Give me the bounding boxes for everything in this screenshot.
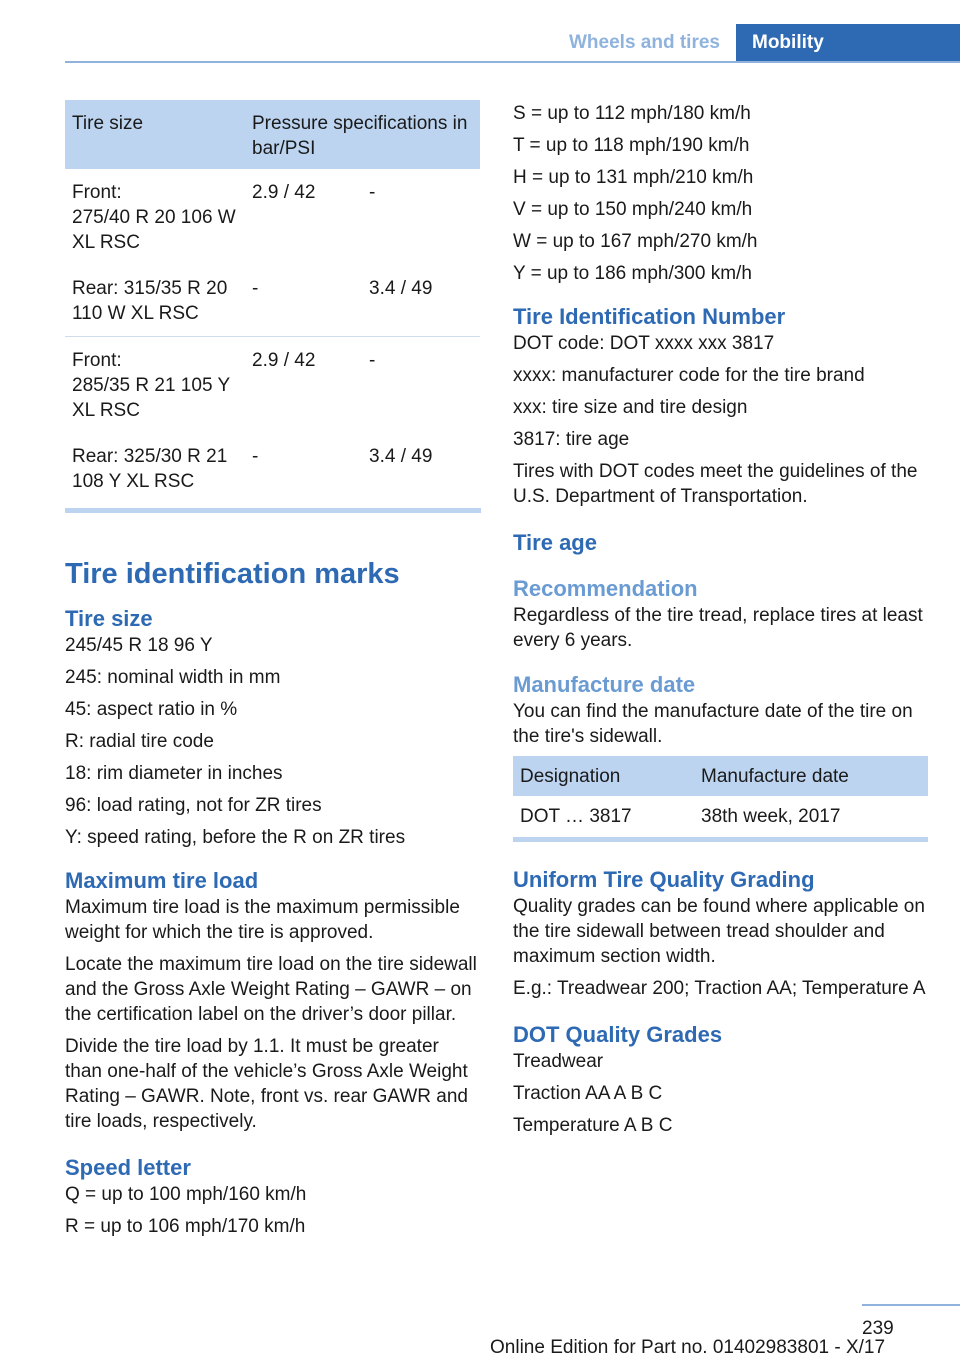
- header-rule: [65, 61, 960, 63]
- right-column: [513, 101, 928, 1145]
- tire-size-cell: Front: 275/40 R 20 106 W XL RSC: [72, 182, 236, 253]
- tin-line: 3817: tire age: [513, 429, 630, 450]
- designation-cell: DOT … 3817: [520, 806, 632, 827]
- utqg-heading: Uniform Tire Quality Grading: [513, 867, 815, 892]
- tin-line: DOT code: DOT xxxx xxx 3817: [513, 333, 775, 354]
- tin-line: Tires with DOT codes meet the guidelines of the U.S. Department of Transportation.: [513, 461, 918, 507]
- main-heading: Tire identification marks: [65, 558, 400, 590]
- tire-size-line: Y: speed rating, before the R on ZR tires: [65, 827, 406, 848]
- max-load-paragraph: Maximum tire load is the maximum permissible weight for which the tire is approved.: [65, 897, 460, 943]
- header-chapter-title[interactable]: Wheels and tires: [569, 32, 720, 53]
- front-pressure-cell: 2.9 / 42: [252, 182, 316, 203]
- tire-size-lines: [65, 633, 481, 850]
- speed-line: W = up to 167 mph/270 km/h: [513, 231, 758, 252]
- recommendation-heading: Recommendation: [513, 576, 698, 601]
- tire-size-line: 245/45 R 18 96 Y: [65, 635, 213, 656]
- tin-line: xxxx: manufacturer code for the tire brand: [513, 365, 865, 386]
- dot-grade-line: Temperature A B C: [513, 1115, 673, 1136]
- pressure-table: [65, 100, 480, 504]
- header-section-tab[interactable]: Mobility: [736, 24, 960, 62]
- tin-line: xxx: tire size and tire design: [513, 397, 748, 418]
- tire-age-heading: Tire age: [513, 530, 597, 555]
- table-bottom-rule: [513, 837, 928, 842]
- dot-grade-line: Traction AA A B C: [513, 1083, 663, 1104]
- table-row: [65, 265, 480, 337]
- tire-size-line: 245: nominal width in mm: [65, 667, 281, 688]
- tire-size-cell: Rear: 325/30 R 21 108 Y XL RSC: [72, 446, 228, 492]
- front-pressure-cell: 2.9 / 42: [245, 337, 362, 434]
- tire-size-line: 96: load rating, not for ZR tires: [65, 795, 322, 816]
- rear-pressure-cell: -: [369, 182, 376, 203]
- designation-header: Designation: [513, 756, 694, 796]
- dot-grades-heading: DOT Quality Grades: [513, 1022, 723, 1047]
- recommendation-text: Regardless of the tire tread, replace tires at least every 6 years.: [513, 605, 923, 651]
- table-row: [65, 433, 480, 504]
- speed-line: R = up to 106 mph/170 km/h: [65, 1216, 306, 1237]
- table-row: [65, 337, 480, 434]
- max-load-heading: Maximum tire load: [65, 868, 259, 893]
- dot-grade-line: Treadwear: [513, 1051, 604, 1072]
- manufacture-date-header: Manufacture date: [694, 756, 928, 796]
- footer-edition: Online Edition for Part no. 01402983801 - X/17: [490, 1337, 886, 1358]
- speed-letter-heading: Speed letter: [65, 1155, 191, 1180]
- manufacture-date-text: You can find the manufacture date of the tire on the tire's sidewall.: [513, 701, 913, 747]
- manufacture-date-heading: Manufacture date: [513, 672, 696, 697]
- table-row: [513, 796, 928, 837]
- tin-heading: Tire Identification Number: [513, 304, 786, 329]
- tire-size-cell: Front: 285/35 R 21 105 Y XL RSC: [65, 337, 245, 434]
- utqg-paragraph: E.g.: Treadwear 200; Traction AA; Temperature A: [513, 978, 926, 999]
- front-pressure-cell: -: [252, 278, 259, 299]
- tire-size-heading: Tire size: [65, 606, 153, 631]
- manufacture-date-cell: 38th week, 2017: [701, 806, 841, 827]
- speed-line: V = up to 150 mph/240 km/h: [513, 199, 753, 220]
- utqg-paragraph: Quality grades can be found where applicable on the tire sidewall between tread shoulder and maximum section width.: [513, 896, 925, 967]
- tire-size-line: 18: rim diameter in inches: [65, 763, 283, 784]
- front-pressure-cell: -: [252, 446, 259, 467]
- page-number: 239: [862, 1318, 894, 1339]
- pressure-table-header-size: Tire size: [65, 100, 245, 169]
- max-load-paragraph: Divide the tire load by 1.1. It must be greater than one-half of the vehicle’s Gross Axle Weight Rating – GAWR. Note, front vs. rear GAWR and tire loads, respectively.: [65, 1036, 468, 1132]
- speed-line: H = up to 131 mph/210 km/h: [513, 167, 754, 188]
- rear-pressure-cell: 3.4 / 49: [369, 278, 433, 299]
- speed-line: S = up to 112 mph/180 km/h: [513, 103, 751, 124]
- table-row: [65, 169, 480, 265]
- max-load-paragraph: Locate the maximum tire load on the tire sidewall and the Gross Axle Weight Rating – GAWR – on the certification label on the driver’s door pillar.: [65, 954, 477, 1025]
- left-column: [65, 100, 481, 1246]
- rear-pressure-cell: 3.4 / 49: [369, 446, 433, 467]
- speed-line: Q = up to 100 mph/160 km/h: [65, 1184, 307, 1205]
- footer-rule: [862, 1304, 960, 1306]
- tire-size-line: 45: aspect ratio in %: [65, 699, 238, 720]
- speed-line: Y = up to 186 mph/300 km/h: [513, 263, 752, 284]
- tire-size-line: R: radial tire code: [65, 731, 214, 752]
- speed-line: T = up to 118 mph/190 km/h: [513, 135, 750, 156]
- manufacture-date-table: [513, 756, 928, 837]
- tire-size-cell: Rear: 315/35 R 20 110 W XL RSC: [72, 278, 228, 324]
- table-bottom-rule: [65, 508, 481, 513]
- pressure-table-header-pressure: Pressure specifications in bar/PSI: [245, 100, 480, 169]
- rear-pressure-cell: -: [362, 337, 480, 434]
